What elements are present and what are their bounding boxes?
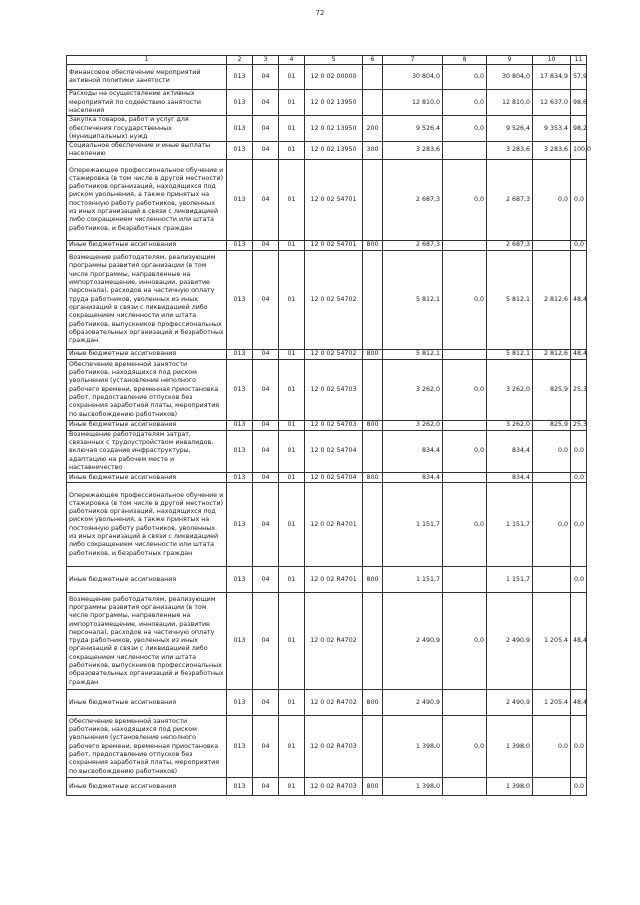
cell-amount	[533, 473, 571, 483]
cell-admin: 013	[227, 430, 253, 472]
cell-section: 04	[253, 159, 279, 240]
cell-target: 12 0 02 R4701	[305, 483, 363, 567]
cell-amount: 0,0	[533, 159, 571, 240]
table-row	[67, 142, 587, 160]
cell-amount: 0,0	[443, 593, 487, 690]
table-row	[67, 359, 587, 420]
cell-amount: 1 398,0	[487, 716, 533, 778]
cell-subsection: 01	[279, 690, 305, 716]
cell-admin: 013	[227, 778, 253, 796]
cell-type: 800	[363, 349, 383, 359]
cell-amount: 5 812,1	[383, 250, 443, 349]
row-name: Иные бюджетные ассигнования	[67, 349, 227, 359]
table-row	[67, 483, 587, 567]
table-row	[67, 65, 587, 90]
cell-target: 12 0 02 54704	[305, 473, 363, 483]
cell-percent: 0,0	[571, 567, 587, 593]
cell-amount: 9 526,4	[383, 116, 443, 142]
table-row	[67, 690, 587, 716]
cell-amount: 0,0	[443, 716, 487, 778]
cell-percent: 48,4	[571, 349, 587, 359]
cell-section: 04	[253, 716, 279, 778]
cell-target: 12 0 02 54703	[305, 420, 363, 430]
cell-target: 12 0 02 00000	[305, 65, 363, 90]
cell-type: 800	[363, 778, 383, 796]
cell-amount: 9 353,4	[533, 116, 571, 142]
cell-type	[363, 593, 383, 690]
table-row	[67, 250, 587, 349]
table-row	[67, 240, 587, 250]
cell-subsection: 01	[279, 430, 305, 472]
cell-percent: 48,4	[571, 593, 587, 690]
cell-type	[363, 716, 383, 778]
cell-admin: 013	[227, 473, 253, 483]
cell-target: 12 0 02 54701	[305, 240, 363, 250]
cell-amount: 12 810,0	[383, 90, 443, 116]
header-cell: 3	[253, 56, 279, 65]
cell-type	[363, 483, 383, 567]
row-name: Иные бюджетные ассигнования	[67, 567, 227, 593]
cell-percent: 48,4	[571, 250, 587, 349]
cell-percent: 48,4	[571, 690, 587, 716]
cell-percent: 0,0	[571, 430, 587, 472]
cell-amount: 2 812,6	[533, 349, 571, 359]
cell-amount: 2 812,6	[533, 250, 571, 349]
cell-target: 12 0 02 R4702	[305, 593, 363, 690]
cell-target: 12 0 02 13950	[305, 116, 363, 142]
cell-target: 12 0 02 R4702	[305, 690, 363, 716]
cell-amount: 834,4	[487, 473, 533, 483]
cell-amount: 2 490,9	[487, 593, 533, 690]
cell-section: 04	[253, 359, 279, 420]
cell-target: 12 0 02 13950	[305, 90, 363, 116]
cell-percent: 25,3	[571, 420, 587, 430]
cell-admin: 013	[227, 90, 253, 116]
cell-amount: 0,0	[443, 90, 487, 116]
cell-amount: 0,0	[443, 159, 487, 240]
cell-percent: 98,6	[571, 90, 587, 116]
cell-type: 300	[363, 142, 383, 160]
cell-type: 800	[363, 473, 383, 483]
header-cell: 2	[227, 56, 253, 65]
cell-percent: 0,0	[571, 240, 587, 250]
row-name: Иные бюджетные ассигнования	[67, 778, 227, 796]
row-name: Иные бюджетные ассигнования	[67, 690, 227, 716]
cell-amount	[533, 567, 571, 593]
table-row	[67, 567, 587, 593]
cell-amount: 2 687,3	[487, 159, 533, 240]
cell-section: 04	[253, 142, 279, 160]
cell-amount: 1 205,4	[533, 593, 571, 690]
header-cell: 7	[383, 56, 443, 65]
cell-admin: 013	[227, 567, 253, 593]
cell-type: 800	[363, 690, 383, 716]
cell-amount: 1 151,7	[383, 567, 443, 593]
cell-section: 04	[253, 116, 279, 142]
cell-admin: 013	[227, 116, 253, 142]
cell-type	[363, 250, 383, 349]
cell-amount	[533, 778, 571, 796]
row-name: Финансовое обеспечение мероприятий активной политики занятости	[67, 65, 227, 90]
cell-amount	[443, 420, 487, 430]
cell-target: 12 0 02 54702	[305, 349, 363, 359]
cell-admin: 013	[227, 716, 253, 778]
cell-subsection: 01	[279, 593, 305, 690]
row-name: Возмещение работодателям, реализующим программы развития организации (в том числе программы, направленные на импортозамещение, инновации, развитие персонала), расходов на частичную оплату труда работников, уволенных из иных организаций в связи с ликвидацией либо сокращением численности или штата работников, выпускников профессиональных образовательных организаций и безработных граждан	[67, 250, 227, 349]
cell-subsection: 01	[279, 778, 305, 796]
cell-subsection: 01	[279, 65, 305, 90]
cell-target: 12 0 02 R4701	[305, 567, 363, 593]
cell-admin: 013	[227, 250, 253, 349]
cell-percent: 0,0	[571, 716, 587, 778]
row-name: Иные бюджетные ассигнования	[67, 473, 227, 483]
cell-type	[363, 159, 383, 240]
cell-amount	[443, 778, 487, 796]
cell-amount	[443, 142, 487, 160]
cell-section: 04	[253, 250, 279, 349]
cell-amount: 825,9	[533, 420, 571, 430]
table-row	[67, 116, 587, 142]
cell-target: 12 0 02 54701	[305, 159, 363, 240]
cell-subsection: 01	[279, 90, 305, 116]
cell-admin: 013	[227, 142, 253, 160]
cell-admin: 013	[227, 420, 253, 430]
cell-amount: 0,0	[443, 116, 487, 142]
cell-admin: 013	[227, 483, 253, 567]
cell-amount: 1 398,0	[487, 778, 533, 796]
row-name: Опережающее профессиональное обучение и стажировка (в том числе в другой местности) работников организаций, находящихся под риском увольнения, а также принятых на постоянную работу работников, уволенных из иных организаций в связи с ликвидацией либо сокращением численности или штата работников, и безработных граждан	[67, 159, 227, 240]
cell-amount: 834,4	[383, 473, 443, 483]
cell-subsection: 01	[279, 359, 305, 420]
cell-section: 04	[253, 90, 279, 116]
header-cell: 5	[305, 56, 363, 65]
row-name: Возмещение работодателям, реализующим программы развития организации (в том числе программы, направленные на импортозамещение, инновации, развитие персонала), расходов на частичную оплату труда работников, уволенных из иных организаций в связи с ликвидацией либо сокращением численности или штата работников, выпускников профессиональных образовательных организаций и безработных граждан	[67, 593, 227, 690]
cell-subsection: 01	[279, 716, 305, 778]
table-row	[67, 349, 587, 359]
cell-amount: 0,0	[533, 430, 571, 472]
cell-section: 04	[253, 473, 279, 483]
cell-subsection: 01	[279, 116, 305, 142]
cell-amount: 0,0	[443, 65, 487, 90]
row-name: Иные бюджетные ассигнования	[67, 240, 227, 250]
cell-percent: 25,3	[571, 359, 587, 420]
cell-subsection: 01	[279, 240, 305, 250]
cell-type	[363, 430, 383, 472]
cell-section: 04	[253, 240, 279, 250]
cell-type: 200	[363, 116, 383, 142]
cell-section: 04	[253, 593, 279, 690]
cell-admin: 013	[227, 593, 253, 690]
cell-section: 04	[253, 483, 279, 567]
cell-amount	[443, 690, 487, 716]
cell-amount: 0,0	[533, 483, 571, 567]
table-row	[67, 90, 587, 116]
cell-amount: 2 490,9	[383, 593, 443, 690]
header-cell: 6	[363, 56, 383, 65]
cell-amount: 0,0	[443, 483, 487, 567]
cell-amount: 2 687,3	[487, 240, 533, 250]
cell-target: 12 0 02 13950	[305, 142, 363, 160]
cell-amount: 2 687,3	[383, 159, 443, 240]
table-row	[67, 778, 587, 796]
cell-type	[363, 359, 383, 420]
cell-subsection: 01	[279, 567, 305, 593]
cell-amount: 5 812,1	[383, 349, 443, 359]
cell-subsection: 01	[279, 483, 305, 567]
cell-section: 04	[253, 778, 279, 796]
cell-amount	[443, 349, 487, 359]
header-cell: 8	[443, 56, 487, 65]
cell-subsection: 01	[279, 420, 305, 430]
cell-type: 800	[363, 240, 383, 250]
cell-amount: 1 398,0	[383, 778, 443, 796]
cell-subsection: 01	[279, 142, 305, 160]
header-cell: 4	[279, 56, 305, 65]
cell-amount	[533, 240, 571, 250]
cell-amount: 1 398,0	[383, 716, 443, 778]
cell-target: 12 0 02 54704	[305, 430, 363, 472]
cell-amount: 3 262,0	[383, 359, 443, 420]
cell-percent: 0,0	[571, 778, 587, 796]
cell-amount: 1 205,4	[533, 690, 571, 716]
row-name: Закупка товаров, работ и услуг для обеспечения государственных (муниципальных) нужд	[67, 116, 227, 142]
cell-amount: 12 637,0	[533, 90, 571, 116]
table-row	[67, 420, 587, 430]
cell-amount: 1 151,7	[487, 483, 533, 567]
cell-admin: 013	[227, 240, 253, 250]
cell-target: 12 0 02 54702	[305, 250, 363, 349]
cell-admin: 013	[227, 65, 253, 90]
row-name: Обеспечение временной занятости работников, находящихся под риском увольнения (установление неполного рабочего времени, временная приостановка работ, предоставление отпусков без сохранения заработной платы, мероприятия по высвобождению работников)	[67, 716, 227, 778]
cell-amount: 3 262,0	[487, 359, 533, 420]
cell-amount	[443, 473, 487, 483]
cell-percent: 57,9	[571, 65, 587, 90]
header-cell: 1	[67, 56, 227, 65]
cell-percent: 0,0	[571, 473, 587, 483]
cell-section: 04	[253, 65, 279, 90]
cell-subsection: 01	[279, 473, 305, 483]
cell-amount: 1 151,7	[487, 567, 533, 593]
cell-admin: 013	[227, 359, 253, 420]
budget-table	[66, 55, 592, 796]
cell-amount: 834,4	[383, 430, 443, 472]
cell-percent: 0,0	[571, 483, 587, 567]
cell-amount: 3 283,6	[383, 142, 443, 160]
cell-amount: 0,0	[443, 359, 487, 420]
cell-subsection: 01	[279, 159, 305, 240]
cell-amount: 9 526,4	[487, 116, 533, 142]
cell-amount: 30 804,0	[487, 65, 533, 90]
cell-percent: 98,2	[571, 116, 587, 142]
cell-amount: 12 810,0	[487, 90, 533, 116]
cell-amount	[443, 240, 487, 250]
cell-target: 12 0 02 R4703	[305, 778, 363, 796]
cell-target: 12 0 02 R4703	[305, 716, 363, 778]
cell-amount: 0,0	[533, 716, 571, 778]
table-row	[67, 473, 587, 483]
row-name: Социальное обеспечение и иные выплаты населению	[67, 142, 227, 160]
cell-amount: 2 490,9	[487, 690, 533, 716]
cell-amount: 17 834,9	[533, 65, 571, 90]
cell-section: 04	[253, 420, 279, 430]
cell-amount: 1 151,7	[383, 483, 443, 567]
cell-type	[363, 65, 383, 90]
cell-type	[363, 90, 383, 116]
cell-admin: 013	[227, 690, 253, 716]
cell-amount: 0,0	[443, 430, 487, 472]
cell-admin: 013	[227, 159, 253, 240]
row-name: Возмещение работодателям затрат, связанных с трудоустройством инвалидов, включая создание инфраструктуры, адаптацию на рабочем месте и наставничество	[67, 430, 227, 472]
cell-section: 04	[253, 690, 279, 716]
cell-amount: 834,4	[487, 430, 533, 472]
table-row	[67, 159, 587, 240]
cell-amount: 5 812,1	[487, 349, 533, 359]
page-number: 72	[315, 9, 325, 17]
cell-target: 12 0 02 54703	[305, 359, 363, 420]
cell-amount: 0,0	[443, 250, 487, 349]
cell-amount	[443, 567, 487, 593]
cell-percent: 100,0	[571, 142, 587, 160]
cell-amount: 5 812,1	[487, 250, 533, 349]
cell-type: 800	[363, 420, 383, 430]
header-row	[67, 56, 587, 65]
table-row	[67, 593, 587, 690]
cell-admin: 013	[227, 349, 253, 359]
table-row	[67, 716, 587, 778]
cell-amount: 3 262,0	[383, 420, 443, 430]
cell-section: 04	[253, 349, 279, 359]
row-name: Иные бюджетные ассигнования	[67, 420, 227, 430]
row-name: Обеспечение временной занятости работников, находящихся под риском увольнения (установление неполного рабочего времени, временная приостановка работ, предоставление отпусков без сохранения заработной платы, мероприятия по высвобождению работников)	[67, 359, 227, 420]
cell-percent: 0,0	[571, 159, 587, 240]
header-cell: 10	[533, 56, 571, 65]
cell-amount: 2 687,3	[383, 240, 443, 250]
cell-amount: 30 804,0	[383, 65, 443, 90]
cell-subsection: 01	[279, 250, 305, 349]
cell-type: 800	[363, 567, 383, 593]
header-cell: 9	[487, 56, 533, 65]
cell-amount: 3 262,0	[487, 420, 533, 430]
cell-section: 04	[253, 567, 279, 593]
cell-amount: 825,9	[533, 359, 571, 420]
row-name: Опережающее профессиональное обучение и стажировка (в том числе в другой местности) работников организаций, находящихся под риском увольнения, а также принятых на постоянную работу работников, уволенных из иных организаций в связи с ликвидацией либо сокращением численности или штата работников, и безработных граждан	[67, 483, 227, 567]
cell-amount: 2 490,9	[383, 690, 443, 716]
cell-amount: 3 283,6	[533, 142, 571, 160]
table-row	[67, 430, 587, 472]
cell-section: 04	[253, 430, 279, 472]
header-cell: 11	[571, 56, 587, 65]
row-name: Расходы на осуществление активных мероприятий по содействию занятости населения	[67, 90, 227, 116]
cell-amount: 3 283,6	[487, 142, 533, 160]
cell-subsection: 01	[279, 349, 305, 359]
